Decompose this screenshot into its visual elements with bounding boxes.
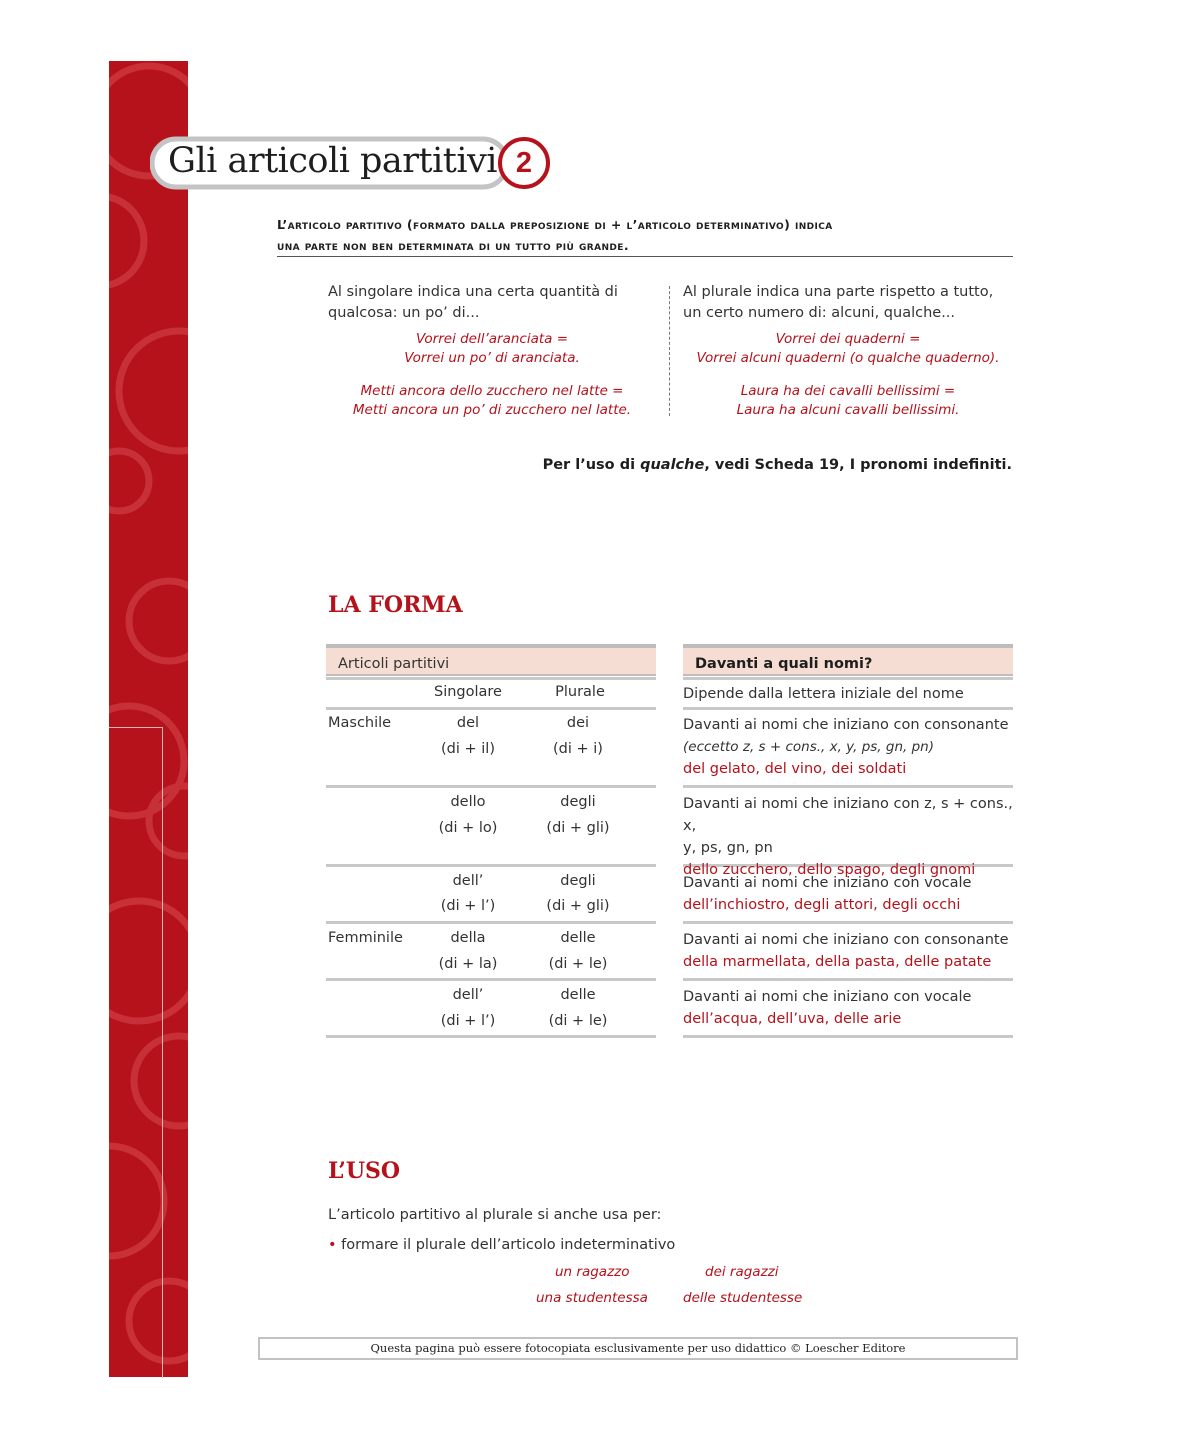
gender-label: Femminile [328, 930, 403, 946]
singular-example-1 [322, 330, 662, 368]
table-rule [683, 978, 1013, 981]
uso-example-plural: delle studentesse [683, 1290, 803, 1306]
singular-formation: (di + lo) [438, 820, 498, 836]
example-line: Metti ancora dello zucchero nel latte = [360, 383, 624, 399]
page-title: Gli articoli partitivi [168, 141, 498, 181]
dashed-divider [669, 286, 670, 416]
column-header-plurale: Plurale [555, 684, 605, 700]
usage-examples: del gelato, del vino, dei soldati [683, 761, 907, 777]
section-heading-uso: L’USO [328, 1158, 401, 1184]
intro-line-2: una parte non ben determinata di un tutto più grande. [277, 238, 629, 253]
note-post: , vedi Scheda 19, I pronomi indefiniti. [704, 457, 1012, 473]
singular-formation: (di + la) [438, 956, 498, 972]
table-rule [326, 921, 656, 924]
gender-label: Maschile [328, 715, 392, 731]
usage-examples: dell’acqua, dell’uva, delle arie [683, 1011, 902, 1027]
usage-description [683, 986, 1018, 1030]
plural-article: delle [560, 930, 596, 946]
copyright-footer: Questa pagina può essere fotocopiata esclusivamente per uso didattico © Loescher Editore [258, 1337, 1018, 1360]
usage-description [683, 929, 1018, 973]
singular-formation: (di + il) [441, 741, 495, 757]
plural-example-2 [678, 382, 1018, 420]
usage-examples: dell’inchiostro, degli attori, degli occhi [683, 897, 961, 913]
plural-formation: (di + le) [548, 1013, 608, 1029]
example-line: Vorrei un po’ di aranciata. [404, 350, 580, 366]
intro-definition [277, 214, 1013, 256]
table-rule [683, 1035, 1013, 1038]
table-rule [326, 785, 656, 788]
plural-example-1 [678, 330, 1018, 368]
singular-article: del [456, 715, 480, 731]
table-rule [683, 921, 1013, 924]
usage-line: Davanti ai nomi che iniziano con z, s + cons., x, [683, 796, 1013, 834]
usage-examples: dello zucchero, dello spago, degli gnomi [683, 862, 976, 878]
table-rule [326, 1035, 656, 1038]
example-line: Vorrei alcuni quaderni (o qualche quaderno). [696, 350, 1000, 366]
singular-example-2 [322, 382, 662, 420]
column-header-singolare: Singolare [434, 684, 502, 700]
plural-article: degli [560, 873, 596, 889]
uso-example-plural: dei ragazzi [705, 1264, 779, 1280]
section-heading-forma: LA FORMA [328, 592, 463, 618]
uso-example-singular: una studentessa [536, 1290, 648, 1306]
table-rule [683, 785, 1013, 788]
plural-formation: (di + gli) [546, 820, 610, 836]
uso-bullet [328, 1237, 675, 1253]
usage-description [683, 793, 1018, 881]
usage-line: Davanti ai nomi che iniziano con vocale [683, 989, 972, 1005]
singular-article: dell’ [452, 987, 484, 1003]
plural-explanation: Al plurale indica una parte rispetto a tutto, un certo numero di: alcuni, qualche... [683, 284, 994, 321]
table-rule [326, 978, 656, 981]
divider [277, 256, 1013, 257]
right-intro: Dipende dalla lettera iniziale del nome [683, 686, 964, 702]
example-line: Vorrei dei quaderni = [775, 331, 921, 347]
decorative-line [109, 727, 163, 1378]
plural-article: dei [566, 715, 590, 731]
singular-article: dello [450, 794, 486, 810]
table-rule [683, 677, 1013, 680]
plural-formation: (di + gli) [546, 898, 610, 914]
singular-article: della [450, 930, 486, 946]
usage-line: Davanti ai nomi che iniziano con vocale [683, 875, 972, 891]
singular-formation: (di + l’) [440, 898, 496, 914]
cross-reference-note [543, 457, 1012, 473]
right-table-header: Davanti a quali nomi? [683, 644, 1013, 676]
intro-line-1: L’articolo partitivo (formato dalla preposizione di + l’articolo determinativo) indica [277, 217, 833, 232]
usage-line: y, ps, gn, pn [683, 840, 773, 856]
left-table-header: Articoli partitivi [326, 644, 656, 676]
uso-example-singular: un ragazzo [555, 1264, 630, 1280]
usage-line: Davanti ai nomi che iniziano con consonante [683, 932, 1009, 948]
usage-description [683, 872, 1018, 916]
example-line: Vorrei dell’aranciata = [415, 331, 569, 347]
example-line: Laura ha dei cavalli bellissimi = [740, 383, 956, 399]
example-line: Metti ancora un po’ di zucchero nel latte. [352, 402, 632, 418]
table-rule [683, 707, 1013, 710]
usage-line: Davanti ai nomi che iniziano con consonante [683, 717, 1009, 733]
singular-formation: (di + l’) [440, 1013, 496, 1029]
chapter-number: 2 [515, 147, 533, 179]
singular-article: dell’ [452, 873, 484, 889]
table-rule [326, 677, 656, 680]
plural-formation: (di + i) [553, 741, 603, 757]
usage-description [683, 714, 1018, 780]
bullet-text: formare il plurale dell’articolo indeterminativo [341, 1237, 676, 1253]
singular-explanation: Al singolare indica una certa quantità di qualcosa: un po’ di... [328, 284, 618, 321]
bullet-icon: • [328, 1237, 342, 1253]
example-line: Laura ha alcuni cavalli bellissimi. [736, 402, 960, 418]
usage-line: (eccetto z, s + cons., x, y, ps, gn, pn) [683, 739, 934, 755]
table-rule [326, 864, 656, 867]
note-pre: Per l’uso di [542, 457, 641, 473]
usage-examples: della marmellata, della pasta, delle patate [683, 954, 992, 970]
plural-article: delle [560, 987, 596, 1003]
uso-intro: L’articolo partitivo al plurale si anche usa per: [328, 1207, 662, 1223]
table-rule [326, 707, 656, 710]
plural-article: degli [560, 794, 596, 810]
plural-formation: (di + le) [548, 956, 608, 972]
note-word: qualche [640, 457, 705, 473]
